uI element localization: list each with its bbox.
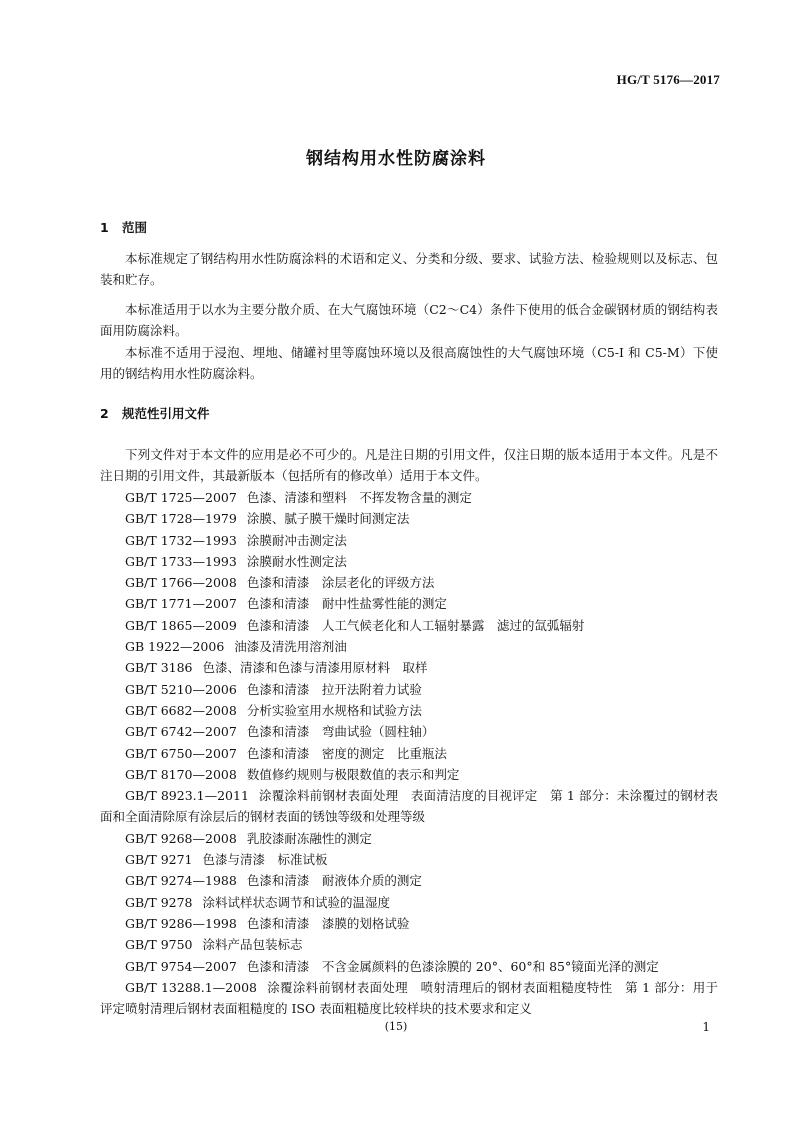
reference-item — [100, 615, 718, 636]
reference-code: GB/T 6682—2008 — [125, 702, 237, 718]
reference-title: 色漆、清漆和色漆与清漆用原材料 取样 — [202, 660, 428, 676]
reference-item — [100, 870, 718, 891]
reference-title: 分析实验室用水规格和试验方法 — [246, 702, 422, 718]
reference-title: 色漆和清漆 密度的测定 比重瓶法 — [246, 745, 447, 761]
reference-item — [100, 934, 718, 955]
reference-title: 色漆和清漆 涂层老化的评级方法 — [246, 575, 435, 591]
reference-title: 色漆和清漆 拉开法附着力试验 — [246, 681, 422, 697]
reference-code: GB/T 6750—2007 — [125, 745, 237, 761]
reference-item — [100, 551, 718, 572]
section-1-heading — [100, 218, 147, 236]
reference-code: GB/T 1771—2007 — [125, 596, 237, 612]
reference-code: GB/T 3186 — [125, 660, 193, 676]
reference-code: GB/T 1725—2007 — [125, 490, 237, 505]
reference-title: 色漆、清漆和塑料 不挥发物含量的测定 — [246, 490, 472, 505]
reference-item — [100, 679, 718, 700]
section-2-intro: 下列文件对于本文件的应用是必不可少的。凡是注日期的引用文件，仅注日期的版本适用于本文件。凡是不注日期的引用文件，其最新版本（包括所有的修改单）适用于本文件。 — [100, 447, 718, 483]
reference-code: GB/T 6742—2007 — [125, 724, 237, 740]
section-2-heading — [100, 404, 210, 422]
reference-code: GB/T 1865—2009 — [125, 617, 237, 633]
section-2-title: 规范性引用文件 — [122, 406, 210, 421]
reference-title: 数值修约规则与极限数值的表示和判定 — [246, 766, 460, 782]
reference-item — [100, 572, 718, 593]
reference-code: GB/T 1766—2008 — [125, 575, 237, 591]
reference-title: 涂覆涂料前钢材表面处理 喷射清理后的钢材表面粗糙度特性 第 1 部分：用于评定喷射清理后钢材表面粗糙度的 ISO 表面粗糙度比较样块的技术要求和定义 — [100, 979, 718, 1017]
reference-code: GB/T 13288.1—2008 — [125, 979, 257, 995]
reference-title: 色漆与清漆 标准试板 — [202, 852, 328, 868]
reference-item — [100, 636, 718, 657]
reference-code: GB/T 9274—1988 — [125, 873, 237, 889]
reference-code: GB/T 9286—1998 — [125, 915, 237, 931]
reference-code: GB/T 9271 — [125, 852, 193, 868]
reference-title: 涂膜、腻子膜干燥时间测定法 — [246, 511, 410, 527]
section-1-number: 1 — [100, 220, 109, 235]
reference-code: GB/T 5210—2006 — [125, 681, 237, 697]
reference-item — [100, 913, 718, 934]
reference-code: GB/T 9268—2008 — [125, 830, 237, 846]
reference-item — [100, 743, 718, 764]
reference-item — [100, 657, 718, 678]
reference-title: 色漆和清漆 耐液体介质的测定 — [246, 873, 422, 889]
reference-code: GB/T 1732—1993 — [125, 532, 237, 548]
reference-title: 油漆及清洗用溶剂油 — [234, 639, 347, 655]
reference-code: GB/T 1733—1993 — [125, 553, 237, 569]
section-1-paragraph: 本标准适用于以水为主要分散介质、在大气腐蚀环境（C2～C4）条件下使用的低合金碳钢材质的钢结构表面用防腐涂料。 — [100, 302, 718, 338]
reference-item — [100, 828, 718, 849]
reference-title: 涂料产品包装标志 — [202, 937, 303, 953]
reference-code: GB/T 8923.1—2011 — [125, 788, 249, 804]
reference-code: GB/T 8170—2008 — [125, 766, 237, 782]
reference-title: 涂膜耐水性测定法 — [246, 553, 347, 569]
reference-list — [100, 487, 718, 1019]
reference-item — [100, 487, 718, 508]
reference-item — [100, 849, 718, 870]
reference-title: 色漆和清漆 不含金属颜料的色漆涂膜的 20°、60°和 85°镜面光泽的测定 — [246, 958, 659, 974]
page-label: (15) — [384, 1020, 408, 1033]
reference-item — [100, 530, 718, 551]
reference-title: 涂料试样状态调节和试验的温湿度 — [202, 894, 391, 910]
reference-title: 色漆和清漆 弯曲试验（圆柱轴） — [246, 724, 435, 740]
reference-title: 色漆和清漆 人工气候老化和人工辐射暴露 滤过的氙弧辐射 — [246, 617, 585, 633]
standard-code: HG/T 5176—2017 — [616, 72, 720, 87]
reference-code: GB 1922—2006 — [125, 639, 225, 655]
reference-item — [100, 785, 718, 828]
reference-item — [100, 721, 718, 742]
section-1-paragraph: 本标准规定了钢结构用水性防腐涂料的术语和定义、分类和分级、要求、试验方法、检验规则以及标志、包装和贮存。 — [100, 251, 718, 287]
reference-code: GB/T 1728—1979 — [125, 511, 237, 527]
reference-title: 色漆和清漆 耐中性盐雾性能的测定 — [246, 596, 447, 612]
reference-title: 乳胶漆耐冻融性的测定 — [246, 830, 372, 846]
reference-item — [100, 508, 718, 529]
reference-code: GB/T 9754—2007 — [125, 958, 237, 974]
section-1-paragraph: 本标准不适用于浸泡、埋地、储罐衬里等腐蚀环境以及很高腐蚀性的大气腐蚀环境（C5-I 和 C5-M）下使用的钢结构用水性防腐涂料。 — [100, 345, 718, 381]
reference-item — [100, 977, 718, 1020]
reference-title: 色漆和清漆 漆膜的划格试验 — [246, 915, 410, 931]
section-2-number: 2 — [100, 406, 109, 421]
reference-code: GB/T 9278 — [125, 894, 193, 910]
reference-item — [100, 956, 718, 977]
section-1-title: 范围 — [122, 220, 148, 235]
reference-item — [100, 700, 718, 721]
reference-item — [100, 593, 718, 614]
reference-item — [100, 764, 718, 785]
page-number: 1 — [702, 1020, 710, 1034]
document-title: 钢结构用水性防腐涂料 — [306, 149, 486, 169]
reference-title: 涂覆涂料前钢材表面处理 表面清洁度的目视评定 第 1 部分：未涂覆过的钢材表面和全面清除原有涂层后的钢材表面的锈蚀等级和处理等级 — [100, 788, 718, 825]
reference-title: 涂膜耐冲击测定法 — [246, 532, 347, 548]
reference-item — [100, 892, 718, 913]
reference-code: GB/T 9750 — [125, 937, 193, 953]
